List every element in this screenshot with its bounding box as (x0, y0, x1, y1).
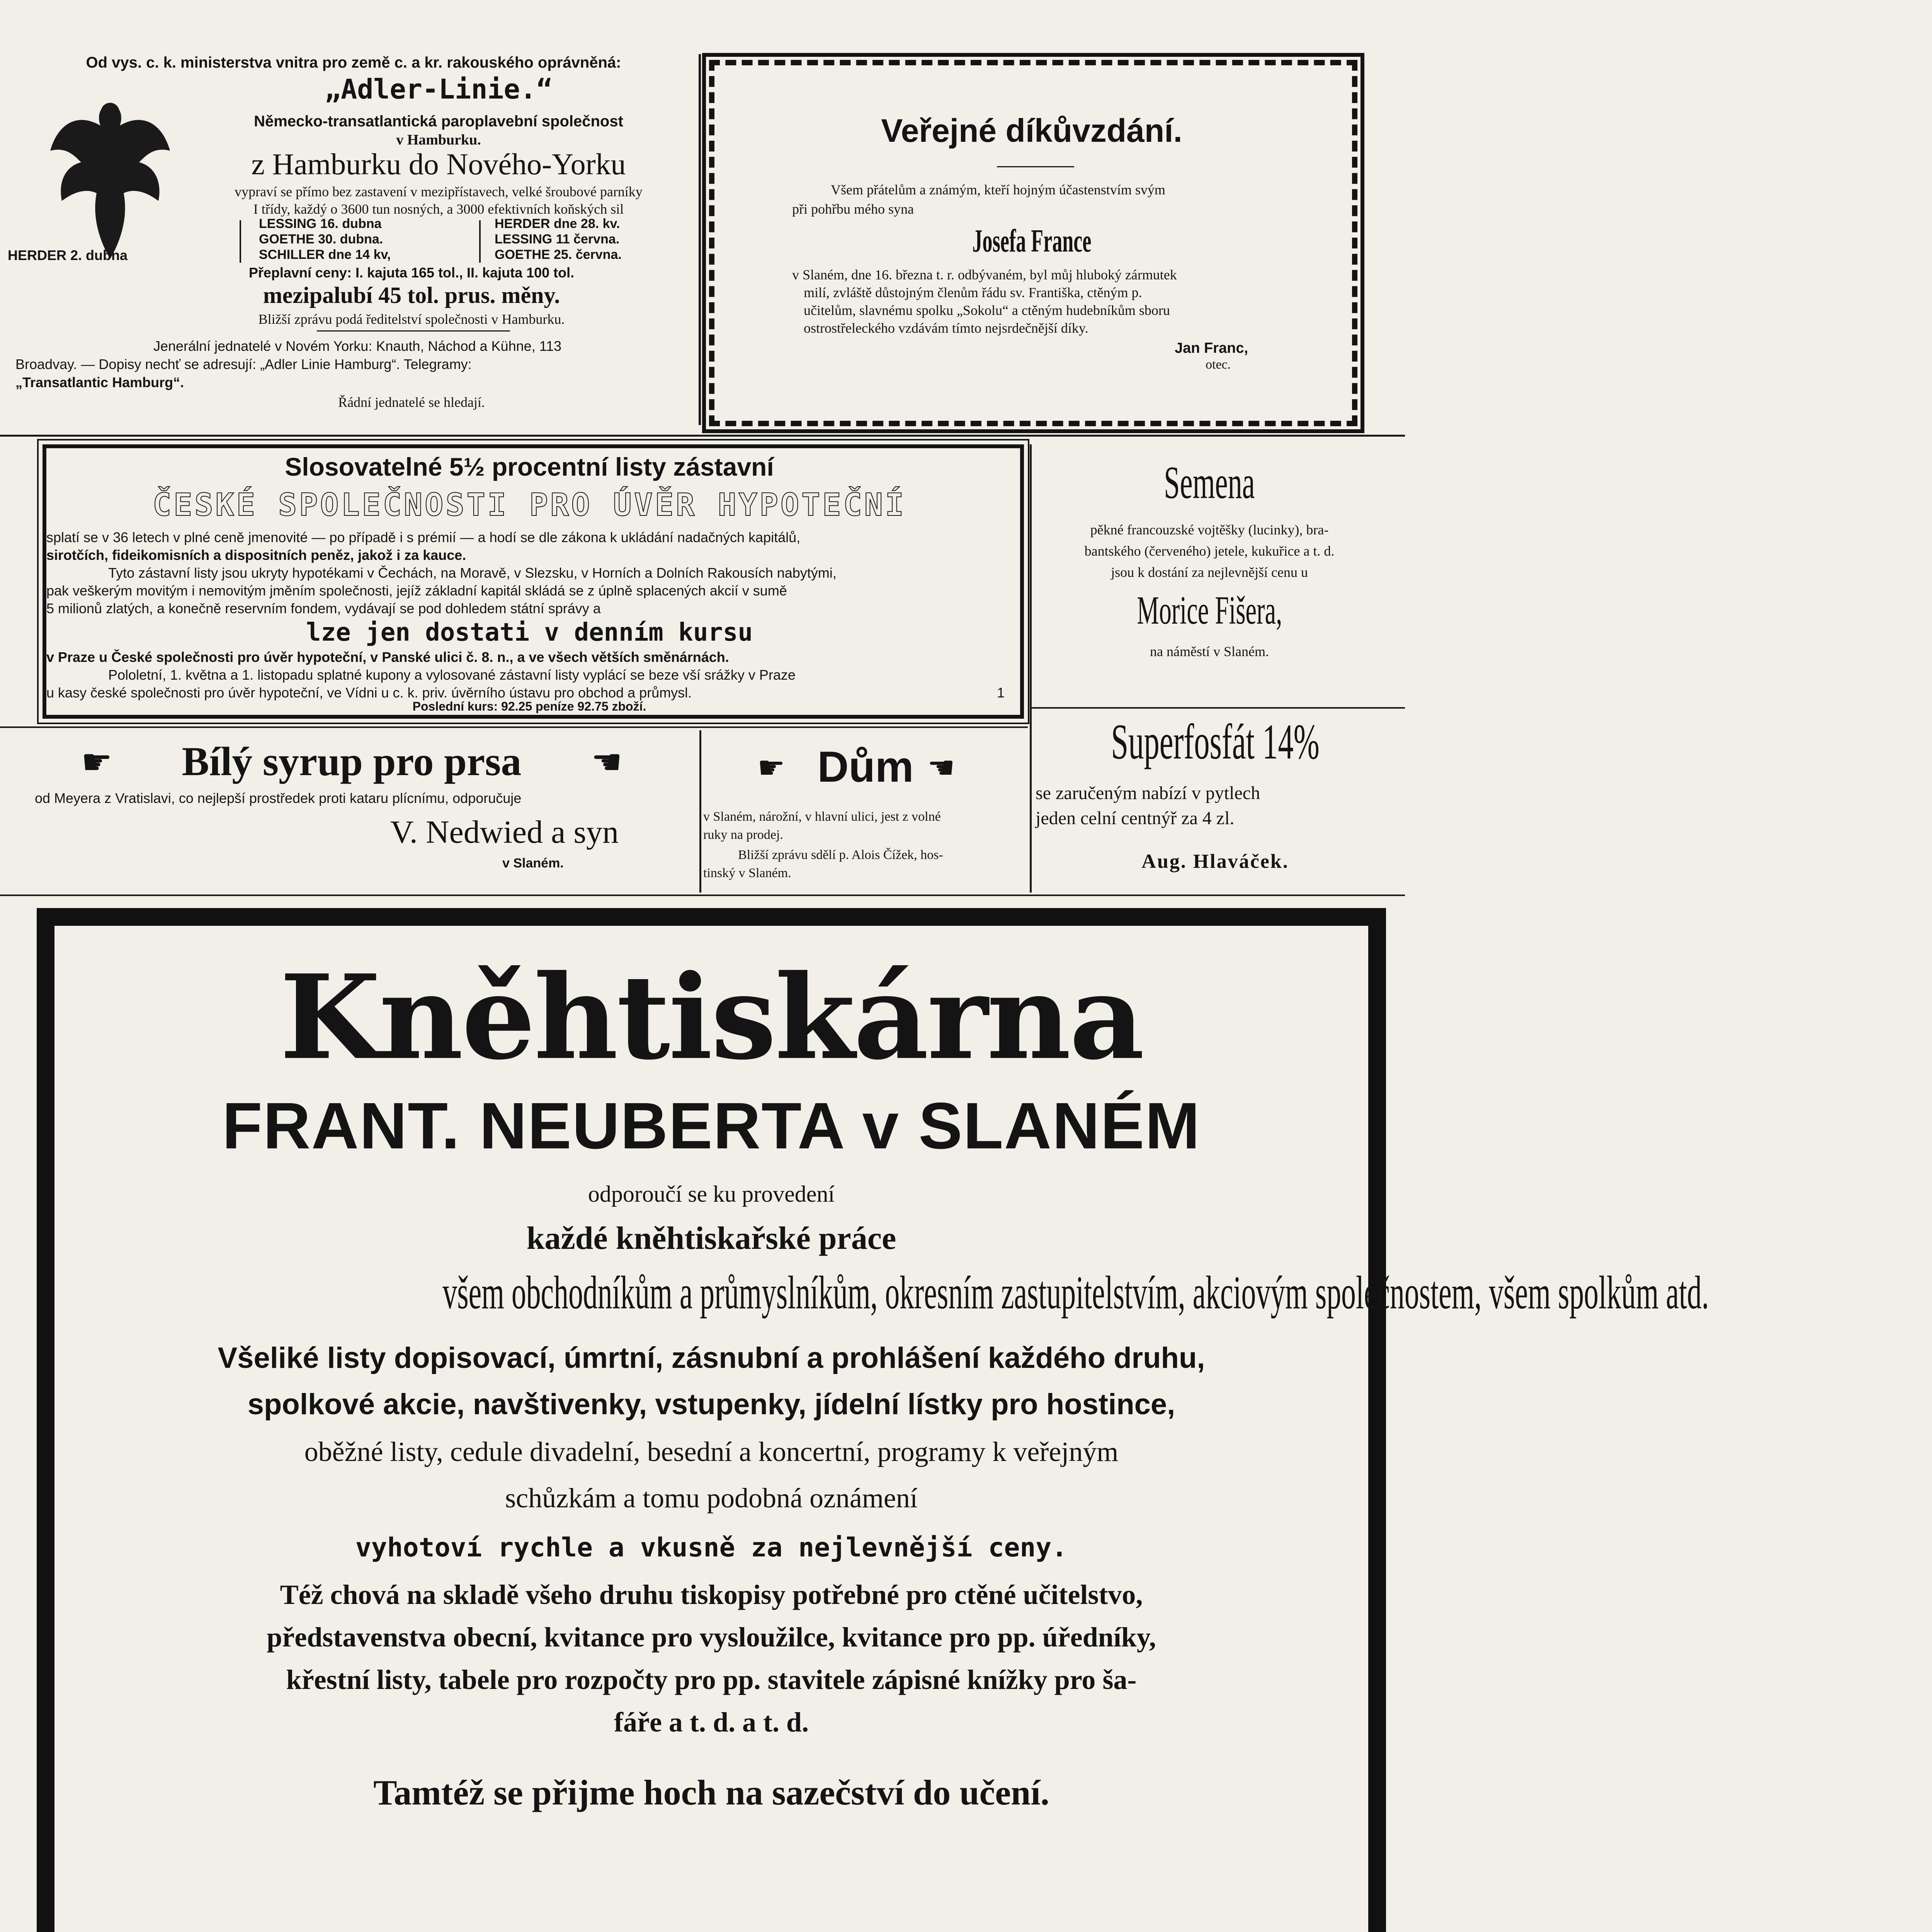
superphosphate-ad (1036, 713, 1395, 891)
syrup-title: Bílý syrup pro prsa (182, 739, 522, 784)
house-line-4: tinský v Slaném. (703, 866, 791, 880)
adler-sail-3-a: HERDER 2. dubna (8, 247, 128, 263)
mortgage-bonds-ad (46, 448, 1012, 713)
bonds-line-1: splatí se v 36 letech v plné ceně jmenovité — po případě i s prémií — a hodí se dle zákona k ukládání nadačných kapitálů, (46, 529, 801, 545)
printing-line-8: vyhotoví rychle a vkusně za nejlevnější ceny. (355, 1532, 1068, 1563)
bonds-line-4: pak veškerým movitým i nemovitým jměním společnosti, jejíž základní kapitál skládá se z úplně splacených akcií v sumě (46, 583, 787, 599)
thanks-deceased-name (726, 222, 1337, 260)
seeds-ad (1032, 456, 1387, 688)
printing-line-5: spolkové akcie, navštivenky, vstupenky, jídelní lístky pro hostince, (247, 1388, 1175, 1421)
thanks-line-3: v Slaném, dne 16. března t. r. odbývaném, byl můj hluboký zármutek (792, 267, 1177, 282)
adler-text-1: vypraví se přímo bez zastavení v mezipřístavech, velké šroubové parníky (235, 184, 643, 199)
hand-pointer-left-icon: ☚ (927, 751, 955, 785)
superphosphate-line-1: se zaručeným nabízí v pytlech (1036, 783, 1260, 803)
adler-sail-3-left: SCHILLER dne 14 kv, (259, 247, 391, 262)
thanks-line-6: ostrostřeleckého vzdávám tímto nejsrdečnější díky. (804, 320, 1088, 336)
hand-pointer-right-icon: ☛ (757, 751, 785, 785)
thanks-line-5: učitelům, slavnému spolku „Sokolu“ a ctěným hudebníkům sboru (804, 303, 1170, 318)
column-rule (699, 54, 701, 425)
thanks-line-1: Všem přátelům a známým, kteří hojným účastenstvím svým (831, 182, 1165, 197)
superphosphate-title (1036, 713, 1395, 771)
section-rule (0, 895, 1405, 896)
printing-line-4: Všeliké listy dopisovací, úmrtní, zásnubní a prohlášení každého druhu, (218, 1342, 1205, 1374)
adler-city: v Hamburku. (396, 132, 481, 148)
syrup-line-1: od Meyera z Vratislavi, co nejlepší prostředek proti kataru plícnímu, odporučuje (35, 790, 522, 806)
printing-line-12: fáře a t. d. a t. d. (614, 1707, 809, 1738)
adler-divider (479, 220, 481, 263)
adler-fares: Přeplavní ceny: I. kajuta 165 tol., II. kajuta 100 tol. (248, 265, 575, 281)
adler-steerage: mezipalubí 45 tol. prus. měny. (263, 282, 560, 308)
superphosphate-seller: Aug. Hlaváček. (1141, 850, 1289, 872)
adler-agents-3: „Transatlantic Hamburg“. (15, 374, 184, 390)
section-rule (0, 726, 1028, 728)
adler-sail-1-left: LESSING 16. dubna (259, 216, 382, 231)
eagle-icon (43, 89, 178, 267)
printing-house-ad (54, 926, 1709, 1932)
printing-line-2: každé kněhtiskařské práce (526, 1220, 896, 1256)
seeds-line-1: pěkné francouzské vojtěšky (lucinky), bra- (1090, 522, 1329, 537)
seeds-line-4: na náměstí v Slaném. (1150, 644, 1269, 659)
adler-sail-2-right: LESSING 11 června. (495, 232, 620, 247)
superphosphate-line-2: jeden celní centnýř za 4 zl. (1036, 808, 1235, 828)
bonds-line-7: Pololetní, 1. května a 1. listopadu splatné kupony a vylosované zástavní listy vyplácí se beze vší srážky v Praze (108, 667, 796, 683)
seeds-line-3: jsou k dostání za nejlevnější cenu u (1111, 565, 1308, 580)
syrup-seller: V. Nedwied a syn (390, 814, 619, 850)
syrup-place: v Slaném. (502, 856, 564, 871)
adler-info: Bližší zprávu podá ředitelství společnosti v Hamburku. (258, 311, 565, 327)
printing-line-9: Též chová na skladě všeho druhu tiskopisy potřebné pro ctěné učitelstvo, (280, 1579, 1143, 1610)
adler-sail-1-right: HERDER dne 28. kv. (495, 216, 620, 231)
section-rule (1032, 707, 1405, 709)
thanks-signature: Jan Franc, (1175, 340, 1248, 356)
rule (997, 166, 1074, 167)
bonds-company: ČESKÉ SPOLEČNOSTI PRO ÚVĚR HYPOTEČNÍ (153, 487, 906, 523)
bonds-line-2: sirotčích, fideikomisních a dispositních peněz, jakož i za kauce. (46, 547, 466, 563)
printing-line-6: oběžné listy, cedule divadelní, besední a koncertní, programy k veřejným (304, 1436, 1119, 1467)
adler-sail-2-left: GOETHE 30. dubna. (259, 232, 383, 247)
printing-line-13: Tamtéž se přijme hoch na sazečství do učení. (373, 1773, 1049, 1812)
adler-linie-ad (8, 54, 699, 425)
bonds-big-line: lze jen dostati v denním kursu (306, 618, 753, 647)
bonds-line-3: Tyto zástavní listy jsou ukryty hypotékami v Čechách, na Moravě, v Slezsku, v Horních a Dolních Rakousích nabytými, (108, 565, 837, 581)
adler-company: Německo-transatlantická paroplavební společnost (254, 113, 623, 130)
adler-title: „Adler-Linie.“ (324, 73, 553, 105)
printing-owner: FRANT. NEUBERTA v SLANÉM (222, 1089, 1201, 1163)
printing-line-10: představenstva obecní, kvitance pro vysloužilce, kvitance pro pp. úředníky, (267, 1622, 1156, 1653)
section-rule (0, 435, 1405, 437)
printing-line-1: odporoučí se ku provedení (588, 1181, 835, 1207)
printing-line-3-text: všem obchodníkům a průmyslníkům, okresním zastupitelstvím, akciovým společnostem, všem spolkům atd. (442, 1267, 1709, 1319)
rule (317, 330, 510, 332)
thanks-line-4: milí, zvláště důstojným členům řádu sv. Františka, ctěným p. (804, 285, 1142, 300)
printing-line-7: schůzkám a tomu podobná oznámení (505, 1483, 918, 1514)
adler-divider (240, 220, 241, 263)
adler-authorization: Od vys. c. k. ministerstva vnitra pro země c. a kr. rakouského oprávněná: (86, 54, 621, 71)
printing-title: Kněhtiskárna (279, 949, 1143, 1085)
bonds-line-5: 5 milionů zlatých, a konečně reservním fondem, vydávají se pod dohledem státní správy a (46, 600, 601, 616)
bonds-last-rate: Poslední kurs: 92.25 peníze 92.75 zboží. (412, 699, 646, 713)
house-sale-ad (703, 738, 1028, 893)
syrup-ad (12, 734, 692, 889)
thanks-line-2: při pohřbu mého syna (792, 201, 914, 217)
bonds-title: Slosovatelné 5½ procentní listy zástavní (285, 452, 774, 481)
hand-pointer-left-icon: ☚ (591, 743, 622, 782)
column-rule (699, 730, 701, 893)
adler-route: z Hamburku do Nového-Yorku (251, 147, 626, 181)
seeds-line-2: bantského (červeného) jetele, kukuřice a t. d. (1084, 543, 1335, 559)
seeds-merchant (1032, 587, 1387, 633)
bonds-line-8: u kasy české společnosti pro úvěr hypoteční, ve Vídni u c. k. priv. úvěrního ústavu pro obchod a průmysl. (46, 685, 692, 701)
house-line-2: ruky na prodej. (703, 828, 783, 842)
adler-text-2: I třídy, každý o 3600 tun nosných, a 3000 efektivních koňských sil (253, 201, 624, 217)
seeds-title-text: Semena (1164, 457, 1255, 508)
thanks-title: Veřejné díkůvzdání. (881, 112, 1182, 149)
bonds-page-number: 1 (997, 685, 1005, 701)
seeds-merchant-text: Morice Fišera, (1136, 588, 1282, 633)
adler-sail-3-right: GOETHE 25. června. (495, 247, 622, 262)
adler-agents-2: Broadvay. — Dopisy nechť se adresují: „Adler Linie Hamburg“. Telegramy: (15, 356, 472, 372)
public-thanks-notice (726, 70, 1337, 410)
hand-pointer-right-icon: ☛ (81, 743, 112, 782)
house-title: Dům (817, 743, 914, 791)
printing-line-11: křestní listy, tabele pro rozpočty pro pp. stavitele zápisné knížky pro ša- (286, 1664, 1137, 1695)
house-line-3: Bližší zprávu sdělí p. Alois Čížek, hos- (738, 848, 943, 862)
adler-agents-4: Řádní jednatelé se hledají. (338, 395, 485, 410)
house-line-1: v Slaném, nárožní, v hlavní ulici, jest z volné (703, 810, 941, 824)
superphosphate-title-text: Superfosfát 14% (1111, 714, 1320, 770)
seeds-title (1032, 456, 1387, 509)
deceased-name-text: Josefa France (972, 223, 1092, 259)
thanks-signature-role: otec. (1206, 357, 1231, 372)
adler-agents-1: Jenerální jednatelé v Novém Yorku: Knauth, Náchod a Kühne, 113 (153, 338, 562, 354)
column-rule (1030, 711, 1032, 893)
printing-line-3 (54, 1266, 1709, 1320)
bonds-line-6: v Praze u České společnosti pro úvěr hypoteční, v Panské ulici č. 8. n., a ve všech větších směnárnách. (46, 649, 729, 665)
